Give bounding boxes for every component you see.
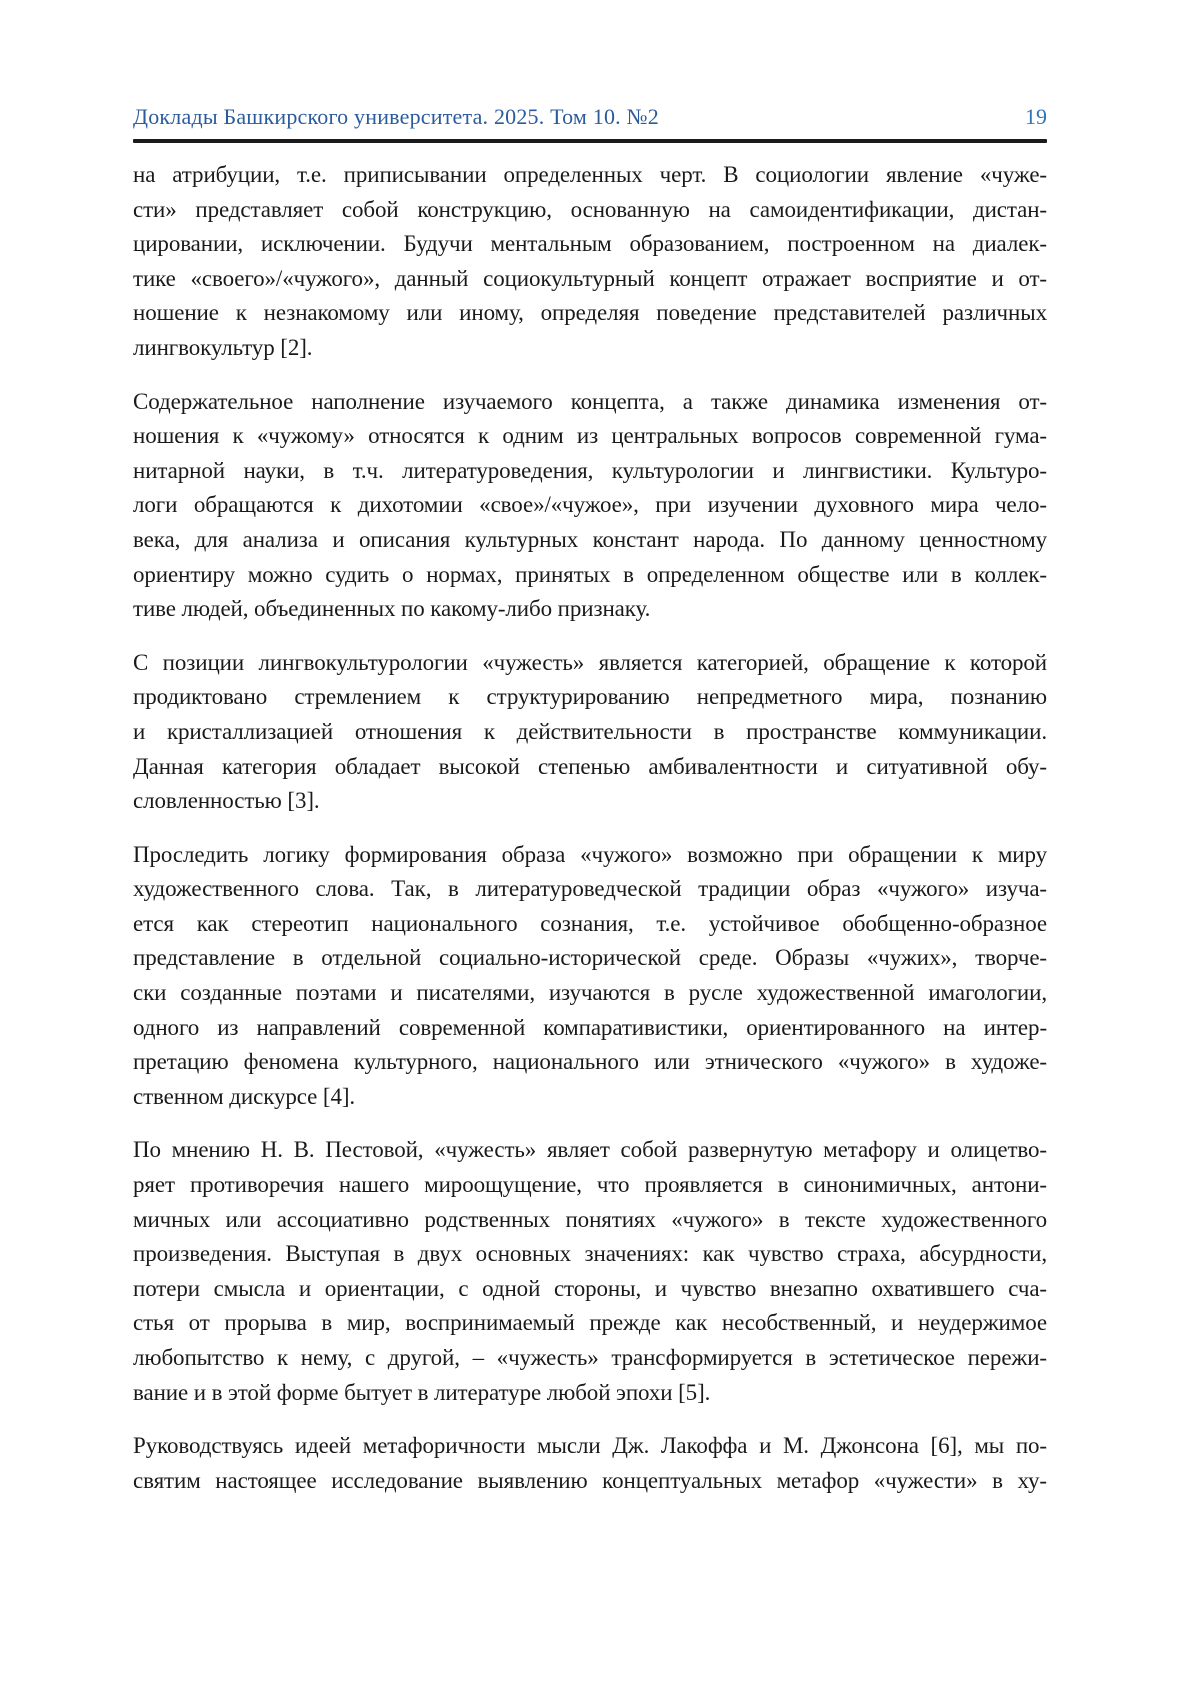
text-line: художественного слова. Так, в литературоведческой традиции образ «чужого» изуча-	[133, 876, 1047, 902]
text-line: мичных или ассоциативно родственных понятиях «чужого» в тексте художественного	[133, 1206, 1047, 1232]
text-line: ряет противоречия нашего мироощущение, что проявляется в синонимичных, антони-	[133, 1172, 1047, 1198]
text-line: святим настоящее исследование выявлению концептуальных метафор «чужести» в ху-	[133, 1467, 1047, 1493]
text-line: представление в отдельной социально-исторической среде. Образы «чужих», творче-	[133, 945, 1047, 971]
text-line: ориентиру можно судить о нормах, принятых в определенном обществе или в коллек-	[133, 561, 1047, 587]
text-line: века, для анализа и описания культурных констант народа. По данному ценностному	[133, 526, 1047, 552]
paragraph	[133, 385, 1047, 627]
text-line: ственном дискурсе [4].	[133, 1083, 356, 1109]
text-line: стья от прорыва в мир, воспринимаемый прежде как несобственный, и неудержимое	[133, 1310, 1047, 1336]
text-line: на атрибуции, т.е. приписывании определенных черт. В социологии явление «чуже-	[133, 162, 1047, 187]
text-line: По мнению Н. В. Пестовой, «чужесть» являет собой развернутую метафору и олицетво-	[133, 1137, 1047, 1163]
text-line: словленностью [3].	[133, 788, 320, 814]
text-line: логи обращаются к дихотомии «свое»/«чужое», при изучении духовного мира чело-	[133, 492, 1047, 518]
header-rule	[133, 139, 1047, 143]
text-line: лингвокультур [2].	[133, 334, 313, 360]
text-line: тике «своего»/«чужого», данный социокультурный концепт отражает восприятие и от-	[133, 265, 1047, 291]
paragraph	[133, 838, 1047, 1115]
text-line: Проследить логику формирования образа «чужого» возможно при обращении к миру	[133, 841, 1047, 867]
text-line: ется как стереотип национального сознания, т.е. устойчивое обобщенно-образное	[133, 910, 1047, 936]
text-line: произведения. Выступая в двух основных значениях: как чувство страха, абсурдности,	[133, 1241, 1047, 1267]
journal-title: Доклады Башкирского университета. 2025. Том 10. №2	[133, 104, 659, 129]
text-line: одного из направлений современной компаративистики, ориентированного на интер-	[133, 1014, 1047, 1040]
text-line: продиктовано стремлением к структурированию непредметного мира, познанию	[133, 684, 1047, 710]
text-line: сти» представляет собой конструкцию, основанную на самоидентификации, дистан-	[133, 196, 1047, 222]
paragraph	[133, 1133, 1047, 1410]
page-header	[133, 104, 1047, 130]
text-line: тиве людей, объединенных по какому-либо признаку.	[133, 596, 651, 622]
text-line: претацию феномена культурного, национального или этнического «чужого» в художе-	[133, 1049, 1047, 1075]
page-number: 19	[1025, 104, 1047, 129]
paragraph	[133, 158, 1047, 366]
text-line: цировании, исключении. Будучи ментальным образованием, построенном на диалек-	[133, 231, 1047, 257]
text-line: Данная категория обладает высокой степенью амбивалентности и ситуативной обу-	[133, 753, 1047, 779]
text-line: потери смысла и ориентации, с одной стороны, и чувство внезапно охватившего сча-	[133, 1275, 1047, 1301]
text-line: любопытство к нему, с другой, – «чужесть» трансформируется в эстетическое пережи-	[133, 1345, 1047, 1370]
page-body	[133, 158, 1047, 1498]
text-line: вание и в этой форме бытует в литературе любой эпохи [5].	[133, 1379, 711, 1405]
text-line: ношения к «чужому» относятся к одним из центральных вопросов современной гума-	[133, 423, 1047, 449]
text-line: ношение к незнакомому или иному, определяя поведение представителей различных	[133, 300, 1047, 326]
paragraph	[133, 1429, 1047, 1498]
text-line: и кристаллизацией отношения к действительности в пространстве коммуникации.	[133, 718, 1047, 744]
text-line: Содержательное наполнение изучаемого концепта, а также динамика изменения от-	[133, 388, 1047, 414]
text-line: нитарной науки, в т.ч. литературоведения, культурологии и лингвистики. Культуро-	[133, 457, 1047, 483]
paragraph	[133, 646, 1047, 819]
text-line: Руководствуясь идеей метафоричности мысли Дж. Лакоффа и М. Джонсона [6], мы по-	[133, 1433, 1047, 1459]
text-line: С позиции лингвокультурологии «чужесть» является категорией, обращение к которой	[133, 649, 1047, 675]
text-line: ски созданные поэтами и писателями, изучаются в русле художественной имагологии,	[133, 980, 1047, 1006]
